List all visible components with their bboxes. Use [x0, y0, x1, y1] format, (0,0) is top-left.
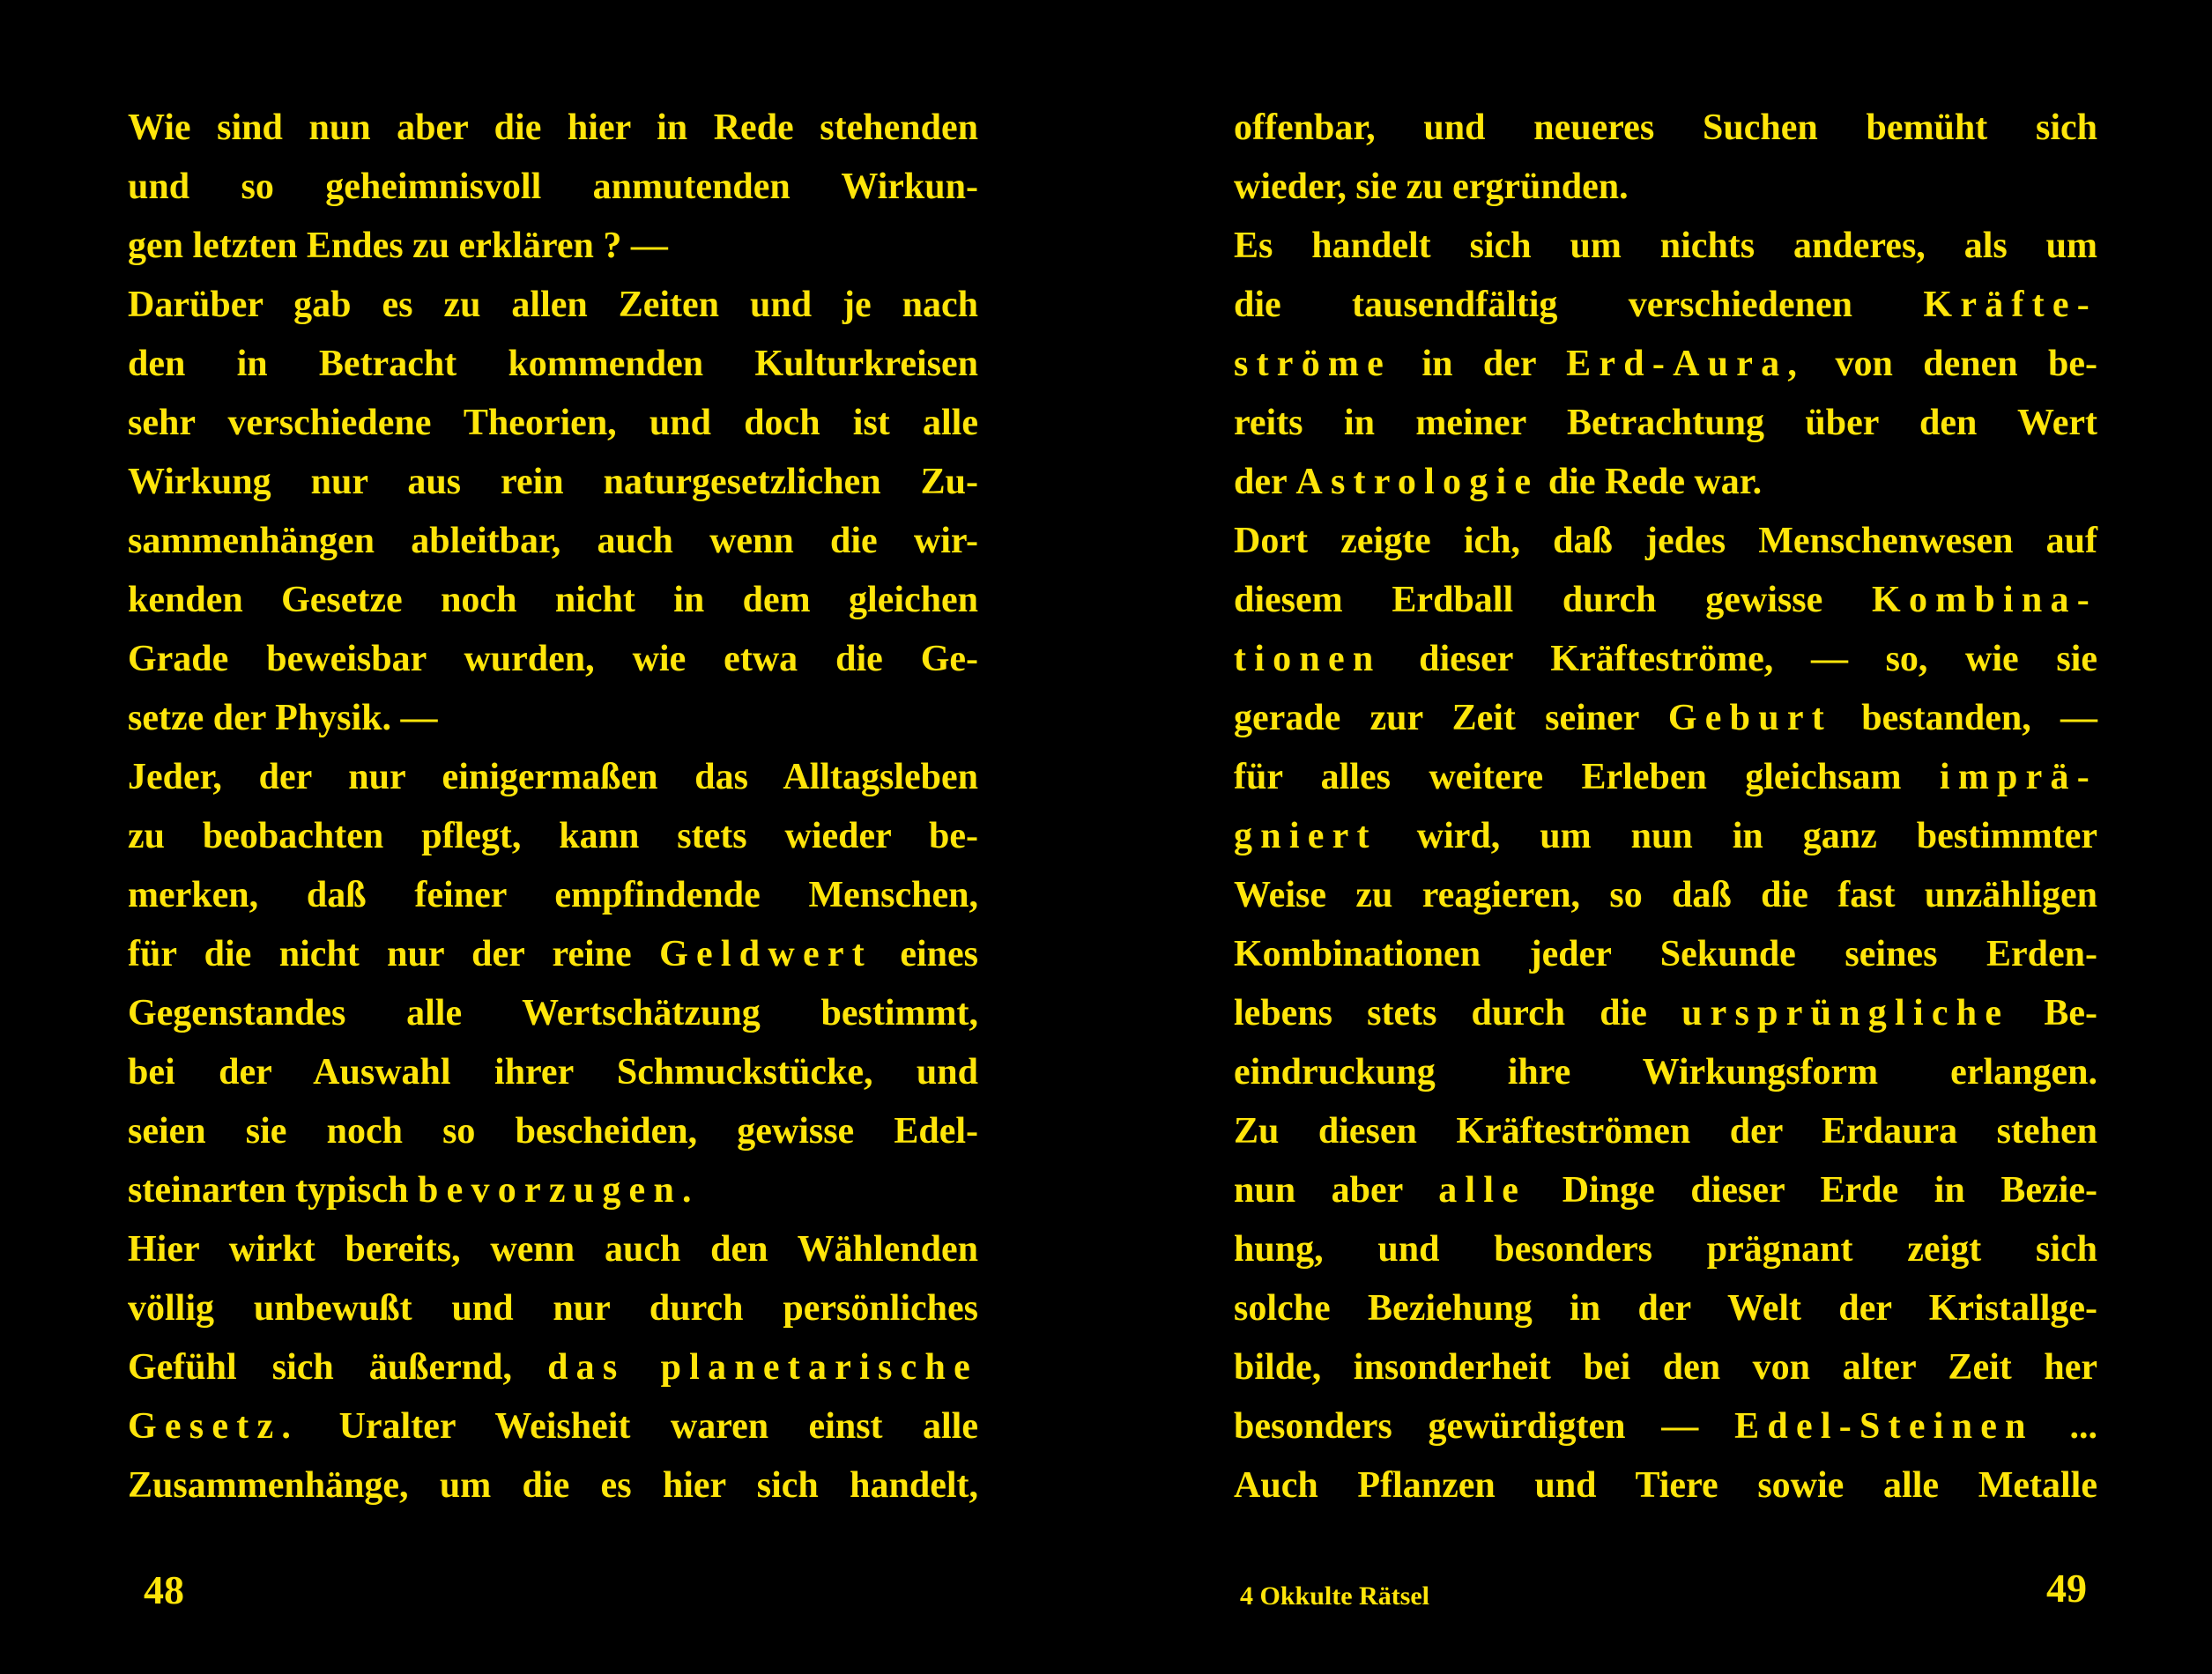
text-segment: Dort zeigte ich, daß jedes Menschenwesen auf	[1234, 521, 2097, 561]
text-segment: sehr verschiedene Theorien, und doch ist alle	[128, 403, 978, 443]
text-line	[128, 630, 978, 689]
text-line	[128, 1220, 978, 1279]
text-line	[128, 1043, 978, 1102]
letterspaced-text: Erd-Aura,	[1566, 344, 1806, 384]
text-line	[1234, 158, 2097, 217]
text-segment: die Rede war.	[1539, 462, 1763, 502]
text-segment: Jeder, der nur einigermaßen das Alltagsleben	[128, 757, 978, 797]
letterspaced-text: Geburt	[1667, 698, 1832, 738]
letterspaced-text: tionen	[1234, 639, 1382, 679]
text-segment: Gefühl sich äußernd,	[128, 1347, 548, 1388]
text-segment: offenbar, und neueres Suchen bemüht sich	[1234, 107, 2097, 148]
text-segment: kenden Gesetze noch nicht in dem gleichen	[128, 580, 978, 620]
text-segment: eindruckung ihre Wirkungsform erlangen.	[1234, 1052, 2097, 1093]
text-line	[1234, 217, 2097, 276]
text-segment: völlig unbewußt und nur durch persönliches	[128, 1288, 978, 1329]
text-segment: Weise zu reagieren, so daß die fast unzähligen	[1234, 875, 2097, 915]
text-line	[1234, 984, 2097, 1043]
text-line	[1234, 1338, 2097, 1397]
text-segment: Dinge dieser Erde in Bezie-	[1526, 1170, 2097, 1211]
text-line	[128, 512, 978, 571]
text-segment: und so geheimnisvoll anmutenden Wirkun-	[128, 167, 978, 207]
text-line	[128, 925, 978, 984]
text-line	[128, 571, 978, 630]
text-line	[128, 1102, 978, 1161]
text-segment: ...	[2033, 1406, 2097, 1447]
text-segment: Gegenstandes alle Wertschätzung bestimmt,	[128, 993, 978, 1033]
text-segment: gerade zur Zeit seiner	[1234, 698, 1668, 738]
letterspaced-text: bevorzugen	[418, 1170, 683, 1211]
text-segment: die tausendfältig verschiedenen	[1234, 285, 1924, 325]
text-segment: Wirkung nur aus rein naturgesetzlichen Zu-	[128, 462, 978, 502]
letterspaced-text: Edel-Steinen	[1734, 1406, 2034, 1447]
text-segment: .	[682, 1170, 692, 1211]
text-line	[128, 1161, 978, 1220]
text-line	[1234, 1043, 2097, 1102]
text-segment: wird, um nun in ganz bestimmter	[1377, 816, 2097, 856]
text-line	[1234, 1220, 2097, 1279]
text-line	[128, 807, 978, 866]
text-line	[128, 866, 978, 925]
text-line	[128, 1456, 978, 1515]
letterspaced-text: gniert	[1234, 816, 1377, 856]
text-line	[1234, 689, 2097, 748]
letterspaced-text: ströme	[1234, 344, 1392, 384]
text-line	[1234, 925, 2097, 984]
text-line	[128, 99, 978, 158]
text-segment: merken, daß feiner empfindende Menschen,	[128, 875, 978, 915]
text-line	[1234, 335, 2097, 394]
text-segment: Kombinationen jeder Sekunde seines Erden-	[1234, 934, 2097, 974]
text-segment: Zu diesen Kräfteströmen der Erdaura stehen	[1234, 1111, 2097, 1152]
text-segment: Darüber gab es zu allen Zeiten und je nach	[128, 285, 978, 325]
text-segment: bestanden, —	[1832, 698, 2097, 738]
text-line	[128, 1397, 978, 1456]
text-segment: bei der Auswahl ihrer Schmuckstücke, und	[128, 1052, 978, 1093]
letterspaced-text: Geldwert	[659, 934, 872, 974]
text-line	[128, 335, 978, 394]
text-line	[128, 748, 978, 807]
text-segment: Wie sind nun aber die hier in Rede stehenden	[128, 107, 978, 148]
text-segment: reits in meiner Betrachtung über den Wert	[1234, 403, 2097, 443]
text-segment: besonders gewürdigten —	[1234, 1406, 1735, 1447]
text-line	[128, 689, 978, 748]
letterspaced-text: Kombina-	[1872, 580, 2097, 620]
text-segment: eines	[872, 934, 979, 974]
letterspaced-text: Gesetz.	[128, 1406, 300, 1447]
text-line	[1234, 1279, 2097, 1338]
text-segment: sammenhängen ableitbar, auch wenn die wir-	[128, 521, 978, 561]
text-line	[1234, 1456, 2097, 1515]
text-line	[1234, 99, 2097, 158]
text-segment: dieser Kräfteströme, — so, wie sie	[1381, 639, 2097, 679]
text-segment: Uralter Weisheit waren einst alle	[299, 1406, 978, 1447]
text-segment: solche Beziehung in der Welt der Kristallge-	[1234, 1288, 2097, 1329]
text-segment: nun aber	[1234, 1170, 1439, 1211]
text-line	[1234, 571, 2097, 630]
text-line	[128, 1279, 978, 1338]
page-number-left: 48	[144, 1567, 184, 1612]
text-segment: der	[1234, 462, 1296, 502]
text-line	[128, 394, 978, 453]
letterspaced-text: planetarische	[660, 1347, 979, 1388]
text-line	[1234, 394, 2097, 453]
text-segment: zu beobachten pflegt, kann stets wieder be-	[128, 816, 978, 856]
text-segment: seien sie noch so bescheiden, gewisse Edel-	[128, 1111, 978, 1152]
letterspaced-text: ursprüngliche	[1681, 993, 2010, 1033]
text-line	[1234, 807, 2097, 866]
page-number-right: 49	[2046, 1566, 2087, 1611]
text-segment: gen letzten Endes zu erklären ? —	[128, 226, 668, 266]
letterspaced-text: alle	[1438, 1170, 1527, 1211]
letterspaced-text: imprä-	[1939, 757, 2097, 797]
page-right-text	[1234, 99, 2097, 1515]
text-segment: in der	[1392, 344, 1567, 384]
text-line	[1234, 276, 2097, 335]
text-line	[1234, 866, 2097, 925]
text-line	[1234, 630, 2097, 689]
text-line	[1234, 1102, 2097, 1161]
text-segment: lebens stets durch die	[1234, 993, 1682, 1033]
text-segment: setze der Physik. —	[128, 698, 438, 738]
text-line	[128, 1338, 978, 1397]
text-line	[128, 984, 978, 1043]
text-segment: Auch Pflanzen und Tiere sowie alle Metalle	[1234, 1465, 2097, 1506]
text-segment: Es handelt sich um nichts anderes, als um	[1234, 226, 2097, 266]
letterspaced-text: Astrologie	[1295, 462, 1540, 502]
text-line	[128, 276, 978, 335]
text-segment: wieder, sie zu ergründen.	[1234, 167, 1629, 207]
text-line	[1234, 1397, 2097, 1456]
text-line	[1234, 748, 2097, 807]
signature-mark: 4 Okkulte Rätsel	[1240, 1581, 1430, 1611]
text-line	[128, 453, 978, 512]
letterspaced-text: das	[547, 1347, 626, 1388]
text-segment: für die nicht nur der reine	[128, 934, 660, 974]
text-segment: Hier wirkt bereits, wenn auch den Wählenden	[128, 1229, 978, 1270]
text-segment: für alles weitere Erleben gleichsam	[1234, 757, 1940, 797]
page-left-text	[128, 99, 978, 1515]
text-segment: Zusammenhänge, um die es hier sich handelt,	[128, 1465, 978, 1506]
text-segment: den in Betracht kommenden Kulturkreisen	[128, 344, 978, 384]
text-segment: von denen be-	[1805, 344, 2097, 384]
letterspaced-text: Kräfte-	[1923, 285, 2097, 325]
text-line	[1234, 512, 2097, 571]
text-segment: Be-	[2009, 993, 2097, 1033]
text-line	[128, 158, 978, 217]
text-segment: Grade beweisbar wurden, wie etwa die Ge-	[128, 639, 978, 679]
text-segment: diesem Erdball durch gewisse	[1234, 580, 1873, 620]
text-segment	[626, 1347, 661, 1388]
text-segment: steinarten typisch	[128, 1170, 418, 1211]
text-line	[1234, 453, 2097, 512]
text-line	[1234, 1161, 2097, 1220]
text-segment: hung, und besonders prägnant zeigt sich	[1234, 1229, 2097, 1270]
text-segment: bilde, insonderheit bei den von alter Zeit her	[1234, 1347, 2097, 1388]
text-line	[128, 217, 978, 276]
